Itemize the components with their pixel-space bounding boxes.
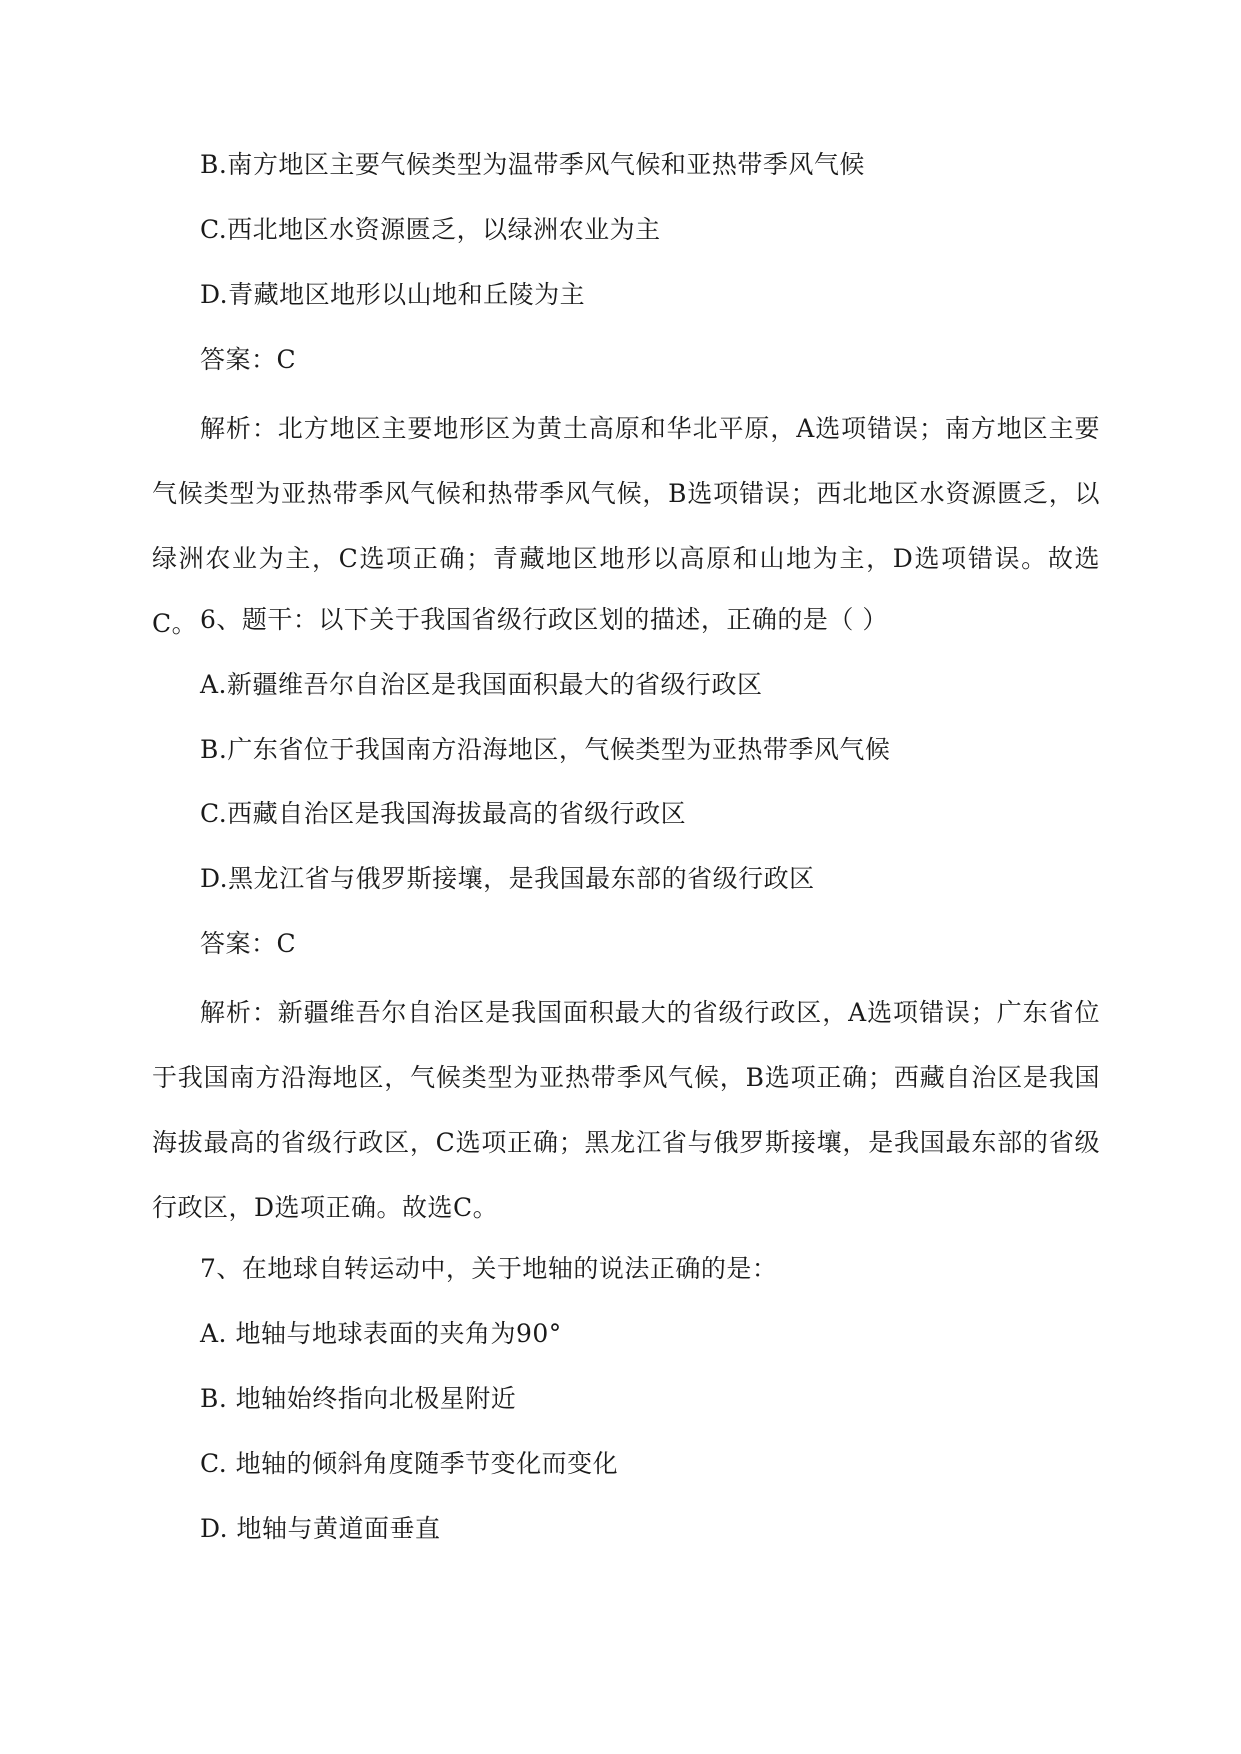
q5-option-d: D.青藏地区地形以山地和丘陵为主 (200, 280, 586, 309)
q6-option-d: D.黑龙江省与俄罗斯接壤，是我国最东部的省级行政区 (200, 864, 815, 893)
q6-analysis: 解析：新疆维吾尔自治区是我国面积最大的省级行政区，A选项错误；广东省位于我国南方沿海地区，气候类型为亚热带季风气候，B选项正确；西藏自治区是我国海拔最高的省级行政区，C选项正确；黑龙江省与俄罗斯接壤，是我国最东部的省级行政区，D选项正确。故选C。 (152, 998, 1100, 1222)
q6-stem: 6、题干：以下关于我国省级行政区划的描述，正确的是（ ） (200, 605, 888, 634)
q5-analysis: 解析：北方地区主要地形区为黄土高原和华北平原，A选项错误；南方地区主要气候类型为亚热带季风气候和热带季风气候，B选项错误；西北地区水资源匮乏，以绿洲农业为主，C选项正确；青藏地区地形以高原和山地为主，D选项错误。故选C。 (152, 414, 1100, 638)
q6-option-a: A.新疆维吾尔自治区是我国面积最大的省级行政区 (200, 670, 763, 699)
q5-option-c: C.西北地区水资源匮乏，以绿洲农业为主 (200, 215, 661, 244)
q7-option-a: A. 地轴与地球表面的夹角为90° (200, 1319, 562, 1348)
q6-answer: 答案：C (200, 929, 297, 958)
q7-option-c: C. 地轴的倾斜角度随季节变化而变化 (200, 1449, 619, 1478)
q5-answer: 答案：C (200, 345, 297, 374)
q6-option-b: B.广东省位于我国南方沿海地区，气候类型为亚热带季风气候 (200, 735, 891, 764)
q6-option-c: C.西藏自治区是我国海拔最高的省级行政区 (200, 799, 687, 828)
q7-option-b: B. 地轴始终指向北极星附近 (200, 1384, 517, 1413)
q5-option-b: B.南方地区主要气候类型为温带季风气候和亚热带季风气候 (200, 150, 865, 179)
q7-option-d: D. 地轴与黄道面垂直 (200, 1514, 441, 1543)
q7-stem: 7、在地球自转运动中，关于地轴的说法正确的是： (200, 1254, 778, 1283)
